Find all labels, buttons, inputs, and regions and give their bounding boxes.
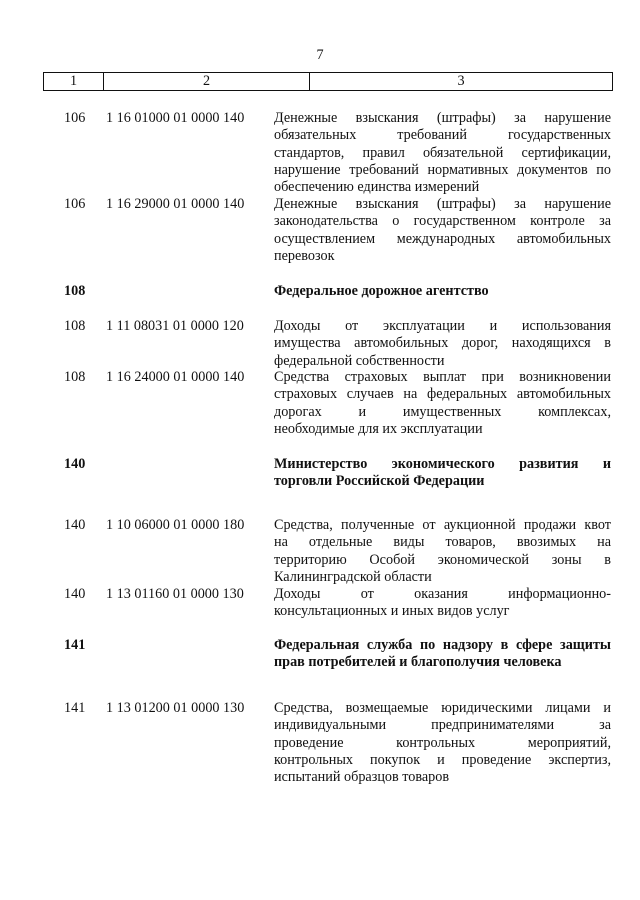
description-line: перевозок <box>274 247 335 264</box>
admin-code: 140 <box>64 456 86 472</box>
agency-name <box>274 637 611 672</box>
header-col-3: 3 <box>457 73 465 89</box>
description-line: осуществлением международных автомобильных <box>274 230 611 247</box>
description-line: дорогах и имущественных комплексах, <box>274 403 611 420</box>
admin-code: 106 <box>64 196 86 212</box>
admin-code: 108 <box>64 369 86 385</box>
revenue-description <box>274 369 611 438</box>
description-line: индивидуальными предпринимателями за <box>274 717 611 734</box>
description-line: законодательства о государственном контроле за <box>274 213 611 230</box>
description-line: территорию Особой экономической зоны в <box>274 551 611 568</box>
admin-code: 108 <box>64 283 86 299</box>
description-line: на отдельные виды товаров, ввозимых на <box>274 534 611 551</box>
description-line: испытаний образцов товаров <box>274 769 450 786</box>
revenue-description <box>274 196 611 265</box>
revenue-description <box>274 318 611 370</box>
description-line: контрольных покупок и проведение экспертиз, <box>274 751 611 768</box>
revenue-description <box>274 517 611 586</box>
admin-code: 141 <box>64 637 86 653</box>
revenue-description <box>274 110 611 196</box>
description-line: Доходы от эксплуатации и использования <box>274 318 611 334</box>
description-line: страховых случаев на федеральных автомобильных <box>274 386 611 403</box>
admin-code: 141 <box>64 700 86 716</box>
budget-classification-code: 1 13 01200 01 0000 130 <box>106 700 245 716</box>
page-number: 7 <box>316 47 324 63</box>
admin-code: 140 <box>64 586 86 602</box>
description-line: Калининградской области <box>274 568 432 585</box>
description-line: Средства страховых выплат при возникновении <box>274 369 611 385</box>
description-line: торговли Российской Федерации <box>274 473 485 490</box>
budget-classification-code: 1 13 01160 01 0000 130 <box>106 586 244 602</box>
description-line: проведение контрольных мероприятий, <box>274 734 611 751</box>
description-line: стандартов, правил обязательной сертификации, <box>274 144 611 161</box>
agency-name <box>274 283 611 300</box>
description-line: федеральной собственности <box>274 352 445 369</box>
description-line: Денежные взыскания (штрафы) за нарушение <box>274 110 611 126</box>
revenue-description <box>274 586 611 621</box>
revenue-description <box>274 700 611 786</box>
header-col-2: 2 <box>104 73 310 90</box>
budget-classification-code: 1 16 01000 01 0000 140 <box>106 110 245 126</box>
description-line: Федеральная служба по надзору в сфере защиты <box>274 637 611 653</box>
description-line: Денежные взыскания (штрафы) за нарушение <box>274 196 611 212</box>
admin-code: 108 <box>64 318 86 334</box>
budget-classification-code: 1 16 29000 01 0000 140 <box>106 196 245 212</box>
description-line: обязательных требований государственных <box>274 127 611 144</box>
description-line: Средства, возмещаемые юридическими лицами и <box>274 700 611 716</box>
description-line: необходимые для их эксплуатации <box>274 420 483 437</box>
description-line: Доходы от оказания информационно- <box>274 586 611 602</box>
description-line: прав потребителей и благополучия человека <box>274 654 562 671</box>
budget-classification-code: 1 10 06000 01 0000 180 <box>106 517 245 533</box>
description-line: имущества автомобильных дорог, находящихся в <box>274 335 611 352</box>
description-line: Средства, полученные от аукционной продажи квот <box>274 517 611 533</box>
description-line: нарушение требований нормативных документов по <box>274 161 611 178</box>
admin-code: 106 <box>64 110 86 126</box>
table-header <box>43 72 613 91</box>
description-line: Министерство экономического развития и <box>274 456 611 472</box>
budget-classification-code: 1 16 24000 01 0000 140 <box>106 369 245 385</box>
description-line: обеспечению единства измерений <box>274 179 480 196</box>
description-line: Федеральное дорожное агентство <box>274 283 489 299</box>
admin-code: 140 <box>64 517 86 533</box>
budget-classification-code: 1 11 08031 01 0000 120 <box>106 318 244 334</box>
agency-name <box>274 456 611 491</box>
description-line: консультационных и иных видов услуг <box>274 603 510 620</box>
header-col-1: 1 <box>44 73 104 90</box>
